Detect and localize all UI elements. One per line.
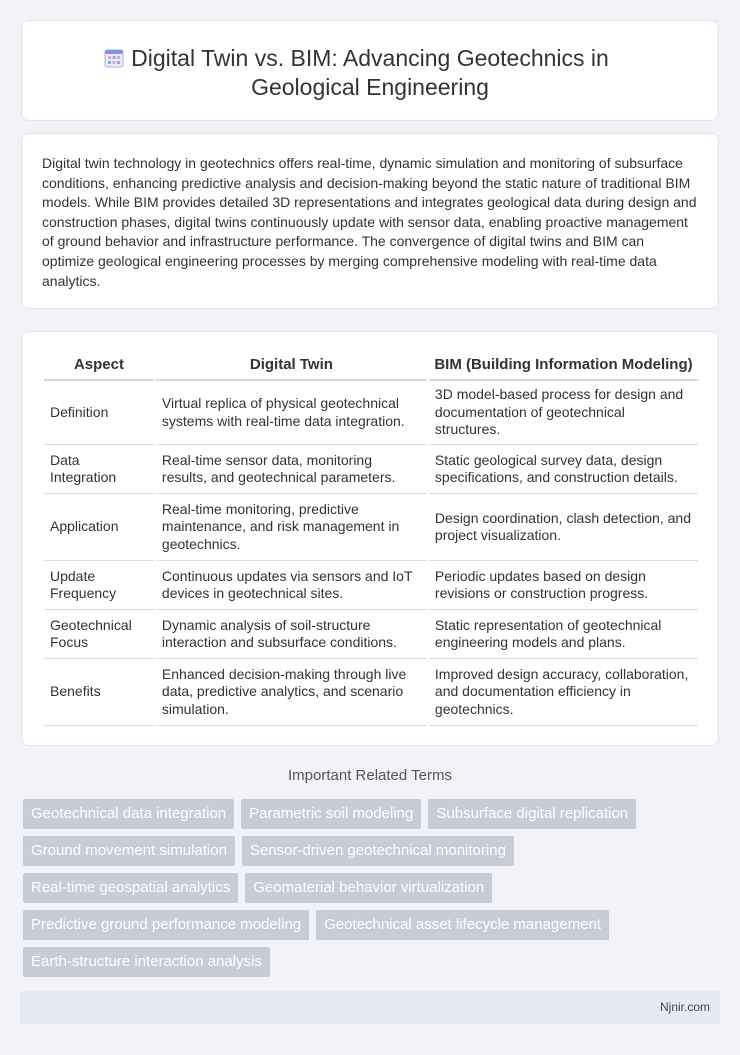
digital-twin-cell: Enhanced decision-making through live data, predictive analytics, and scenario simulation.	[156, 659, 427, 726]
intro-paragraph: Digital twin technology in geotechnics offers real-time, dynamic simulation and monitoring of subsurface conditions, enhancing predictive analysis and decision-making beyond the static nature of traditional BIM models. While BIM provides detailed 3D representations and integrates geological data during design and construction phases, digital twins continuously update with sensor data, enabling proactive management of ground behavior and infrastructure performance. The convergence of digital twins and BIM can optimize geological engineering processes by merging comprehensive modeling with real-time data analytics.	[42, 155, 697, 289]
bim-cell: 3D model-based process for design and documentation of geotechnical structures.	[429, 381, 698, 445]
page-title	[22, 44, 718, 102]
term-tag[interactable]: Ground movement simulation	[23, 836, 235, 866]
aspect-cell: Update Frequency	[44, 561, 154, 610]
term-tag[interactable]: Parametric soil modeling	[241, 799, 421, 829]
digital-twin-cell: Virtual replica of physical geotechnical systems with real-time data integration.	[156, 381, 427, 445]
table-row	[44, 659, 698, 726]
table-row	[44, 381, 698, 445]
comparison-card	[21, 331, 719, 746]
term-tag[interactable]: Geotechnical asset lifecycle management	[316, 910, 609, 940]
bim-cell: Static geological survey data, design specifications, and construction details.	[429, 445, 698, 494]
table-row	[44, 494, 698, 561]
title-card	[21, 20, 719, 121]
bim-cell: Design coordination, clash detection, and project visualization.	[429, 494, 698, 561]
related-terms-list	[23, 799, 703, 977]
header-digital-twin: Digital Twin	[156, 351, 427, 381]
aspect-cell: Data Integration	[44, 445, 154, 494]
page-title-line-2: Geological Engineering	[251, 74, 489, 100]
aspect-cell: Application	[44, 494, 154, 561]
aspect-cell: Definition	[44, 381, 154, 445]
term-tag[interactable]: Subsurface digital replication	[428, 799, 636, 829]
bim-cell: Static representation of geotechnical engineering models and plans.	[429, 610, 698, 659]
term-tag[interactable]: Earth-structure interaction analysis	[23, 947, 270, 977]
table-header-row	[44, 351, 698, 381]
page-title-line-1: Digital Twin vs. BIM: Advancing Geotechnics in	[131, 45, 609, 71]
digital-twin-cell: Continuous updates via sensors and IoT devices in geotechnical sites.	[156, 561, 427, 610]
header-bim: BIM (Building Information Modeling)	[429, 351, 698, 381]
digital-twin-cell: Real-time monitoring, predictive maintenance, and risk management in geotechnics.	[156, 494, 427, 561]
bim-cell: Periodic updates based on design revisions or construction progress.	[429, 561, 698, 610]
footer-bar	[20, 991, 720, 1024]
bim-cell: Improved design accuracy, collaboration, and documentation efficiency in geotechnics.	[429, 659, 698, 726]
term-tag[interactable]: Real-time geospatial analytics	[23, 873, 238, 903]
term-tag[interactable]: Geomaterial behavior virtualization	[245, 873, 492, 903]
aspect-cell: Benefits	[44, 659, 154, 726]
intro-card	[21, 133, 719, 309]
table-row	[44, 561, 698, 610]
related-terms-heading: Important Related Terms	[288, 767, 452, 784]
term-tag[interactable]: Geotechnical data integration	[23, 799, 234, 829]
digital-twin-cell: Real-time sensor data, monitoring results, and geotechnical parameters.	[156, 445, 427, 494]
footer-site-link[interactable]: Njnir.com	[659, 1000, 710, 1014]
term-tag[interactable]: Sensor-driven geotechnical monitoring	[242, 836, 514, 866]
comparison-table	[42, 351, 700, 726]
table-row	[44, 610, 698, 659]
digital-twin-cell: Dynamic analysis of soil-structure interaction and subsurface conditions.	[156, 610, 427, 659]
table-row	[44, 445, 698, 494]
term-tag[interactable]: Predictive ground performance modeling	[23, 910, 309, 940]
header-aspect: Aspect	[44, 351, 154, 381]
aspect-cell: Geotechnical Focus	[44, 610, 154, 659]
